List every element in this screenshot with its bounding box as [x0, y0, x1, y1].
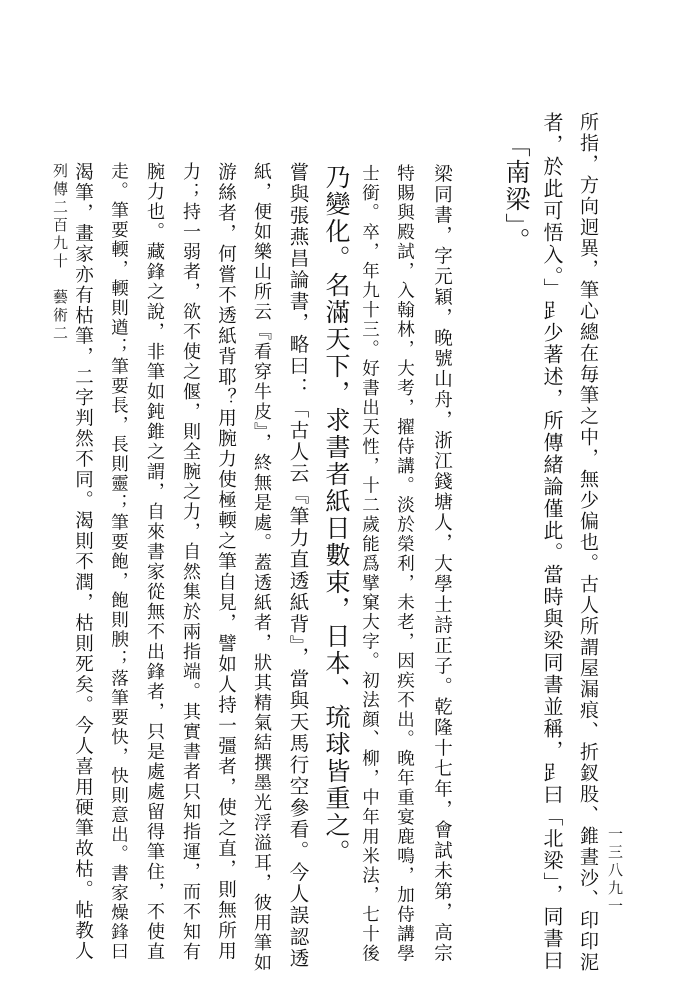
text-column: 者，於此可悟入。」𧾷少著述，所傳緒論僅此。當時與梁同書並稱，𧾷曰「北梁」，同書曰 [540, 112, 564, 972]
page-number: 一三八九一 [606, 826, 624, 916]
text-column: 「南梁」。 [502, 132, 531, 255]
running-head: 列傳二百九十 藝術二 [51, 163, 69, 343]
text-column: 士銜。卒，年九十三。好書出天性，十二歲能爲擘窠大字。初法顔、柳，中年用米法，七十後 [359, 164, 380, 964]
text-column: 腕力也。藏鋒之說，非筆如鈍錐之謂，自來書家從無不出鋒者，只是處處留得筆住，不使直 [144, 162, 165, 962]
text-column: 紙，便如樂山所云『看穿牛皮』，終無是處。蓋透紙者，狀其精氣結撰墨光浮溢耳，彼用筆如 [251, 162, 272, 973]
text-column: 渴筆，畫家亦有枯筆，二字判然不同。渴則不潤，枯則死矣。今人喜用硬筆故枯。帖教人 [72, 162, 94, 962]
text-column: 所指，方向迥異，筆心總在毎筆之中，無少偏也。古人所謂屋漏痕、折釵股、錐晝沙、印印泥 [577, 112, 599, 973]
text-column: 嘗與張燕昌論書，略曰：「古人云『筆力直透紙背』，當與天馬行空參看。今人誤認透 [286, 162, 310, 970]
text-column: 乃變化。名滿天下，求書者紙日數束，日本、琉球皆重之。 [322, 164, 351, 866]
text-column: 游絲者，何嘗不透紙背耶？用腕力使極輭之筆自見，譬如人持一彊者，使之直，則無所用 [215, 162, 237, 962]
text-column: 特賜與殿試，入翰林，大考，擢侍講。淡於榮利，未老，因疾不出。晚年重宴鹿鳴，加侍講學 [394, 164, 415, 964]
text-column: 梁同書，字元穎，晚號山舟，浙江錢塘人，大學士詩正子。乾隆十七年，會試未第，高宗 [431, 164, 453, 964]
text-column: 走。筆要輭，輭則遒；筆要長，長則靈；筆要飽，飽則腴；落筆要快，快則意出。書家燥鋒曰 [108, 162, 129, 962]
text-column: 力；持一弱者，欲不使之偃，則全腕之力，自然集於兩指端。其實書者只知指運，而不知有 [180, 162, 201, 962]
